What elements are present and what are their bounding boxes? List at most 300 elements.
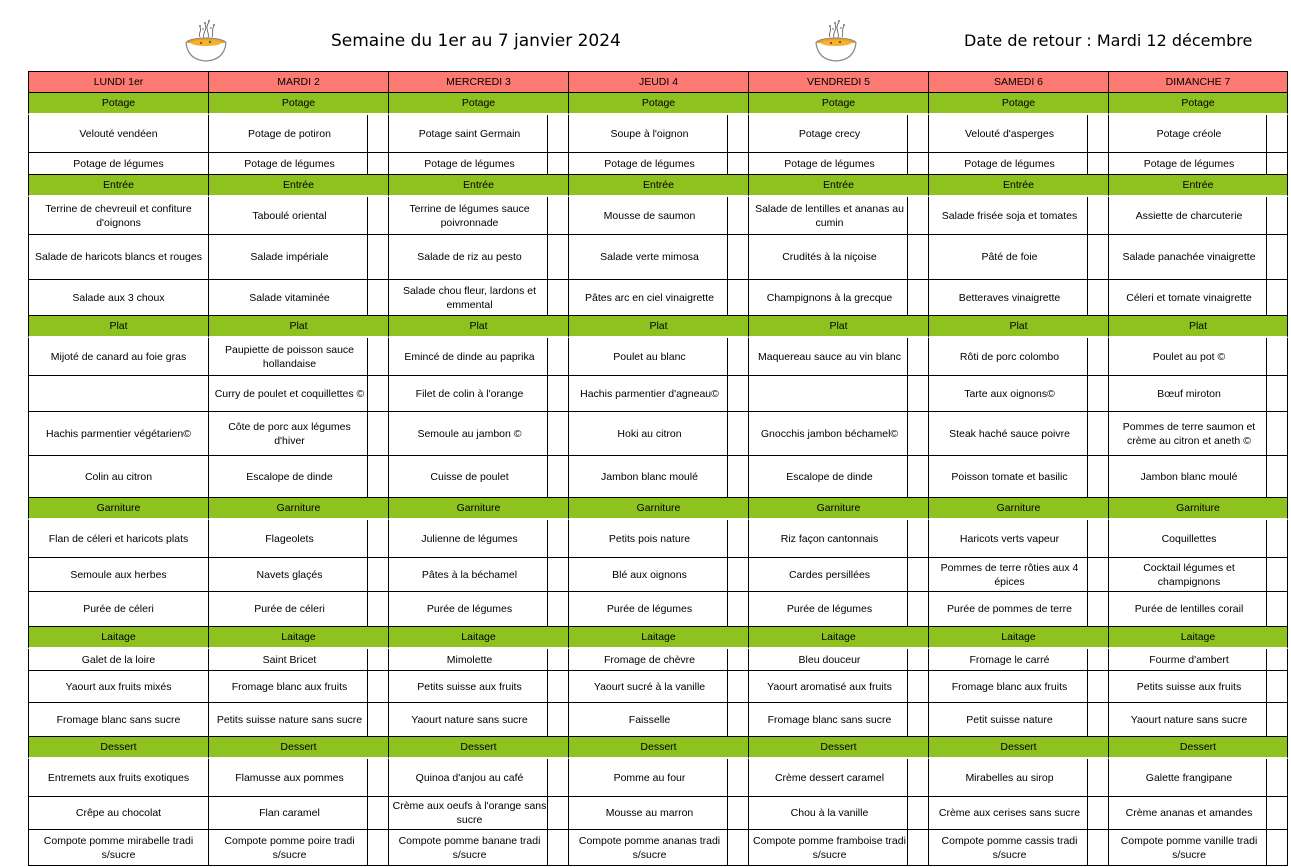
menu-cell bbox=[568, 797, 748, 830]
menu-item-label: Potage saint Germain bbox=[418, 127, 521, 140]
menu-row bbox=[28, 649, 1288, 671]
menu-item-label: Compote pomme poire tradi s/sucre bbox=[224, 834, 355, 861]
menu-item-label: Fourme d'ambert bbox=[1149, 653, 1229, 666]
menu-cell bbox=[28, 703, 208, 737]
menu-cell bbox=[28, 649, 208, 671]
menu-item-label: Steak haché sauce poivre bbox=[949, 427, 1070, 440]
menu-row bbox=[28, 197, 1288, 235]
section-label: Potage bbox=[388, 93, 568, 115]
menu-cell bbox=[1108, 197, 1288, 235]
menu-item-label: Cuisse de poulet bbox=[430, 470, 509, 483]
section-label: Entrée bbox=[28, 175, 208, 197]
menu-cell bbox=[28, 412, 208, 456]
section-header-row bbox=[28, 498, 1288, 520]
menu-item-label: Hachis parmentier végétarien© bbox=[46, 427, 191, 440]
menu-cell bbox=[748, 153, 928, 175]
menu-item-label: Fromage blanc sans sucre bbox=[767, 713, 892, 726]
section-label: Plat bbox=[748, 316, 928, 338]
menu-item-label: Compote pomme vanille tradi s/sucre bbox=[1120, 834, 1258, 861]
menu-cell bbox=[388, 456, 568, 498]
menu-item-label: Potage de légumes bbox=[1143, 157, 1235, 170]
menu-cell bbox=[748, 280, 928, 316]
menu-row bbox=[28, 235, 1288, 280]
menu-item-label: Salade de haricots blancs et rouges bbox=[35, 251, 202, 263]
section-label: Laitage bbox=[928, 627, 1108, 649]
menu-item-label: Riz façon cantonnais bbox=[780, 532, 879, 545]
menu-item-label: Potage de légumes bbox=[784, 157, 875, 170]
menu-cell bbox=[208, 338, 388, 376]
menu-cell bbox=[388, 115, 568, 153]
menu-item-label: Rôti de porc colombo bbox=[959, 350, 1060, 363]
section-label: Laitage bbox=[568, 627, 748, 649]
day-header: DIMANCHE 7 bbox=[1108, 71, 1288, 93]
menu-item-label: Potage de légumes bbox=[424, 157, 515, 170]
menu-item-label: Purée de pommes de terre bbox=[947, 603, 1072, 615]
menu-item-label: Maquereau sauce au vin blanc bbox=[757, 350, 901, 363]
day-header-row bbox=[28, 71, 1288, 93]
menu-cell bbox=[208, 592, 388, 627]
menu-cell bbox=[208, 558, 388, 592]
section-label: Potage bbox=[568, 93, 748, 115]
section-label: Entrée bbox=[568, 175, 748, 197]
menu-row bbox=[28, 830, 1288, 866]
menu-cell bbox=[388, 338, 568, 376]
menu-item-label: Mirabelles au sirop bbox=[965, 771, 1054, 784]
menu-cell bbox=[928, 592, 1108, 627]
section-label: Entrée bbox=[1108, 175, 1288, 197]
section-label: Plat bbox=[928, 316, 1108, 338]
menu-row bbox=[28, 115, 1288, 153]
menu-cell bbox=[568, 759, 748, 797]
menu-item-label: Crème dessert caramel bbox=[774, 771, 885, 784]
menu-item-label: Betteraves vinaigrette bbox=[958, 291, 1061, 304]
menu-cell bbox=[1108, 797, 1288, 830]
section-label: Potage bbox=[28, 93, 208, 115]
menu-cell bbox=[388, 412, 568, 456]
menu-item-label: Terrine de chevreuil et confiture d'oignons bbox=[45, 202, 192, 229]
menu-cell bbox=[568, 338, 748, 376]
menu-item-label: Yaourt sucré à la vanille bbox=[593, 680, 706, 693]
menu-item-label: Potage de légumes bbox=[244, 157, 335, 170]
section-label: Laitage bbox=[748, 627, 928, 649]
menu-item-label: Mousse de saumon bbox=[603, 209, 696, 222]
menu-item-label: Potage de légumes bbox=[604, 157, 695, 170]
menu-cell bbox=[388, 235, 568, 280]
menu-item-label: Saint Bricet bbox=[262, 653, 317, 666]
menu-cell bbox=[928, 671, 1108, 703]
section-label: Garniture bbox=[28, 498, 208, 520]
menu-item-label: Bleu douceur bbox=[798, 653, 861, 666]
menu-cell bbox=[568, 153, 748, 175]
day-header: MARDI 2 bbox=[208, 71, 388, 93]
menu-item-label: Filet de colin à l'orange bbox=[415, 387, 524, 400]
menu-item-label: Entremets aux fruits exotiques bbox=[47, 771, 190, 784]
menu-cell bbox=[928, 338, 1108, 376]
menu-cell bbox=[388, 558, 568, 592]
menu-row bbox=[28, 338, 1288, 376]
menu-item-label: Petits suisse aux fruits bbox=[417, 680, 522, 693]
menu-row bbox=[28, 592, 1288, 627]
menu-item-label: Crudités à la niçoise bbox=[782, 251, 877, 263]
menu-item-label: Flamusse aux pommes bbox=[235, 771, 344, 784]
section-label: Garniture bbox=[748, 498, 928, 520]
menu-cell bbox=[28, 115, 208, 153]
menu-item-label: Pommes de terre rôties aux 4 épices bbox=[940, 561, 1079, 588]
menu-cell bbox=[388, 797, 568, 830]
menu-item-label: Navets glaçés bbox=[256, 568, 323, 581]
menu-cell bbox=[568, 197, 748, 235]
menu-cell bbox=[1108, 649, 1288, 671]
menu-cell bbox=[28, 338, 208, 376]
menu-item-label: Paupiette de poisson sauce hollandaise bbox=[224, 343, 354, 370]
menu-cell bbox=[568, 671, 748, 703]
menu-cell bbox=[928, 759, 1108, 797]
menu-item-label: Curry de poulet et coquillettes © bbox=[214, 387, 365, 400]
menu-item-label: Hoki au citron bbox=[617, 427, 682, 440]
day-header: JEUDI 4 bbox=[568, 71, 748, 93]
menu-cell bbox=[1108, 376, 1288, 412]
section-label: Dessert bbox=[28, 737, 208, 759]
menu-item-label: Côte de porc aux légumes d'hiver bbox=[228, 420, 351, 447]
day-header: VENDREDI 5 bbox=[748, 71, 928, 93]
menu-cell bbox=[748, 338, 928, 376]
menu-cell bbox=[28, 671, 208, 703]
section-label: Laitage bbox=[1108, 627, 1288, 649]
section-header-row bbox=[28, 93, 1288, 115]
menu-item-label: Crème aux cerises sans sucre bbox=[938, 807, 1081, 819]
section-header-row bbox=[28, 627, 1288, 649]
menu-item-label: Yaourt nature sans sucre bbox=[1130, 713, 1248, 726]
menu-cell bbox=[928, 703, 1108, 737]
menu-item-label: Petits suisse aux fruits bbox=[1136, 680, 1242, 693]
menu-cell bbox=[928, 197, 1108, 235]
section-label: Dessert bbox=[388, 737, 568, 759]
menu-item-label: Julienne de légumes bbox=[421, 532, 518, 545]
section-label: Garniture bbox=[568, 498, 748, 520]
menu-item-label: Poisson tomate et basilic bbox=[951, 470, 1068, 483]
menu-cell bbox=[1108, 558, 1288, 592]
menu-cell bbox=[28, 759, 208, 797]
section-label: Garniture bbox=[388, 498, 568, 520]
return-date: Date de retour : Mardi 12 décembre bbox=[964, 31, 1253, 50]
menu-cell bbox=[928, 235, 1108, 280]
menu-cell bbox=[568, 280, 748, 316]
menu-item-label: Potage de légumes bbox=[964, 157, 1055, 170]
section-label: Entrée bbox=[388, 175, 568, 197]
menu-cell bbox=[208, 703, 388, 737]
menu-item-label: Emincé de dinde au paprika bbox=[404, 350, 535, 363]
menu-item-label: Velouté d'asperges bbox=[965, 127, 1054, 140]
menu-cell bbox=[388, 671, 568, 703]
menu-item-label: Cardes persillées bbox=[788, 568, 871, 581]
menu-cell bbox=[928, 412, 1108, 456]
menu-item-label: Haricots verts vapeur bbox=[959, 532, 1060, 545]
menu-item-label: Salade verte mimosa bbox=[600, 251, 699, 263]
menu-item-label: Potage créole bbox=[1156, 127, 1222, 140]
menu-cell bbox=[568, 649, 748, 671]
menu-cell bbox=[748, 649, 928, 671]
section-label: Plat bbox=[388, 316, 568, 338]
menu-item-label: Pâté de foie bbox=[981, 251, 1038, 263]
section-label: Potage bbox=[748, 93, 928, 115]
menu-item-label: Escalope de dinde bbox=[246, 470, 333, 483]
menu-cell bbox=[388, 592, 568, 627]
menu-item-label: Fromage blanc aux fruits bbox=[231, 680, 348, 693]
menu-item-label: Crêpe au chocolat bbox=[75, 807, 162, 819]
menu-item-label: Crème aux oeufs à l'orange sans sucre bbox=[392, 800, 547, 826]
menu-item-label: Galet de la loire bbox=[81, 653, 156, 666]
section-label: Laitage bbox=[208, 627, 388, 649]
menu-cell bbox=[28, 592, 208, 627]
menu-item-label: Pâtes arc en ciel vinaigrette bbox=[585, 291, 714, 304]
menu-cell bbox=[928, 456, 1108, 498]
menu-cell bbox=[28, 197, 208, 235]
menu-item-label: Salade panachée vinaigrette bbox=[1122, 251, 1256, 263]
menu-cell bbox=[28, 153, 208, 175]
menu-cell bbox=[28, 235, 208, 280]
section-header-row bbox=[28, 175, 1288, 197]
menu-item-label: Champignons à la grecque bbox=[766, 291, 893, 304]
menu-item-label: Yaourt aromatisé aux fruits bbox=[767, 680, 892, 693]
menu-item-label: Fromage blanc sans sucre bbox=[56, 713, 181, 726]
menu-item-label: Semoule au jambon © bbox=[417, 427, 522, 440]
menu-item-label: Salade chou fleur, lardons et emmental bbox=[402, 284, 537, 311]
menu-item-label: Poulet au pot © bbox=[1152, 350, 1226, 363]
menu-cell bbox=[928, 558, 1108, 592]
section-label: Plat bbox=[568, 316, 748, 338]
menu-cell bbox=[208, 115, 388, 153]
menu-cell bbox=[208, 649, 388, 671]
menu-row bbox=[28, 280, 1288, 316]
menu-item-label: Flan caramel bbox=[259, 807, 320, 819]
menu-cell bbox=[1108, 280, 1288, 316]
menu-item-label: Fromage blanc aux fruits bbox=[951, 680, 1068, 693]
menu-cell bbox=[1108, 671, 1288, 703]
menu-item-label: Compote pomme mirabelle tradi s/sucre bbox=[43, 834, 194, 861]
menu-item-label: Mousse au marron bbox=[605, 807, 694, 819]
day-header: LUNDI 1er bbox=[28, 71, 208, 93]
menu-cell bbox=[208, 456, 388, 498]
menu-cell bbox=[28, 456, 208, 498]
menu-item-label: Mimolette bbox=[446, 653, 493, 666]
day-header: MERCREDI 3 bbox=[388, 71, 568, 93]
section-label: Entrée bbox=[748, 175, 928, 197]
menu-cell bbox=[208, 520, 388, 558]
section-label: Garniture bbox=[928, 498, 1108, 520]
menu-item-label: Purée de céleri bbox=[83, 603, 154, 615]
menu-cell bbox=[208, 153, 388, 175]
menu-row bbox=[28, 759, 1288, 797]
menu-cell bbox=[1108, 703, 1288, 737]
menu-cell bbox=[928, 797, 1108, 830]
menu-cell bbox=[568, 376, 748, 412]
section-label: Laitage bbox=[388, 627, 568, 649]
menu-cell bbox=[208, 235, 388, 280]
menu-cell bbox=[1108, 456, 1288, 498]
menu-cell bbox=[748, 412, 928, 456]
menu-row bbox=[28, 456, 1288, 498]
menu-item-label: Compote pomme cassis tradi s/sucre bbox=[941, 834, 1078, 861]
menu-item-label: Salade de riz au pesto bbox=[417, 251, 522, 263]
menu-item-label: Jambon blanc moulé bbox=[601, 470, 698, 483]
menu-cell bbox=[928, 520, 1108, 558]
menu-item-label: Compote pomme ananas tradi s/sucre bbox=[578, 834, 721, 861]
soup-bowl-icon bbox=[814, 16, 858, 64]
menu-item-label: Jambon blanc moulé bbox=[1140, 470, 1238, 483]
menu-cell bbox=[1108, 412, 1288, 456]
menu-cell bbox=[568, 235, 748, 280]
menu-cell bbox=[568, 703, 748, 737]
section-header-row bbox=[28, 316, 1288, 338]
menu-item-label: Pommes de terre saumon et crème au citron et aneth © bbox=[1122, 420, 1256, 447]
menu-cell bbox=[748, 703, 928, 737]
section-label: Dessert bbox=[1108, 737, 1288, 759]
menu-cell bbox=[1108, 235, 1288, 280]
menu-item-label: Semoule aux herbes bbox=[70, 568, 167, 581]
menu-cell bbox=[928, 830, 1108, 866]
section-label: Plat bbox=[28, 316, 208, 338]
menu-item-label: Fromage de chèvre bbox=[603, 653, 696, 666]
menu-item-label: Taboulé oriental bbox=[252, 209, 327, 222]
menu-cell bbox=[928, 280, 1108, 316]
page-title: Semaine du 1er au 7 janvier 2024 bbox=[331, 31, 621, 51]
menu-item-label: Poulet au blanc bbox=[613, 350, 686, 363]
menu-row bbox=[28, 520, 1288, 558]
menu-cell bbox=[748, 376, 928, 412]
menu-cell bbox=[568, 520, 748, 558]
menu-item-label: Fromage le carré bbox=[969, 653, 1050, 666]
menu-item-label: Blé aux oignons bbox=[612, 568, 687, 581]
menu-cell bbox=[1108, 520, 1288, 558]
menu-cell bbox=[1108, 115, 1288, 153]
menu-item-label: Potage de légumes bbox=[73, 157, 164, 170]
menu-item-label: Compote pomme banane tradi s/sucre bbox=[398, 834, 541, 861]
menu-cell bbox=[388, 830, 568, 866]
menu-item-label: Yaourt nature sans sucre bbox=[411, 713, 528, 726]
menu-item-label: Purée de légumes bbox=[606, 603, 693, 615]
section-label: Dessert bbox=[568, 737, 748, 759]
menu-item-label: Galette frangipane bbox=[1145, 771, 1233, 784]
menu-cell bbox=[208, 412, 388, 456]
menu-item-label: Flan de céleri et haricots plats bbox=[48, 532, 189, 545]
menu-cell bbox=[748, 797, 928, 830]
menu-item-label: Salade aux 3 choux bbox=[72, 291, 165, 304]
menu-row bbox=[28, 376, 1288, 412]
menu-cell bbox=[568, 830, 748, 866]
menu-item-label: Assiette de charcuterie bbox=[1135, 209, 1243, 222]
menu-item-label: Soupe à l'oignon bbox=[610, 127, 689, 140]
menu-cell bbox=[928, 649, 1108, 671]
menu-item-label: Pâtes à la béchamel bbox=[421, 568, 518, 581]
menu-cell bbox=[568, 456, 748, 498]
menu-item-label: Purée de lentilles corail bbox=[1134, 603, 1244, 615]
menu-cell bbox=[748, 197, 928, 235]
menu-row bbox=[28, 797, 1288, 830]
menu-table bbox=[28, 71, 1288, 866]
menu-cell bbox=[928, 376, 1108, 412]
menu-cell bbox=[1108, 830, 1288, 866]
section-label: Dessert bbox=[748, 737, 928, 759]
menu-cell bbox=[208, 197, 388, 235]
menu-cell bbox=[388, 649, 568, 671]
section-label: Garniture bbox=[208, 498, 388, 520]
menu-cell bbox=[748, 759, 928, 797]
menu-cell bbox=[208, 671, 388, 703]
menu-item-label: Potage de potiron bbox=[248, 127, 331, 140]
section-label: Potage bbox=[1108, 93, 1288, 115]
menu-item-label: Salade frisée soja et tomates bbox=[941, 209, 1078, 222]
menu-item-label: Petits pois nature bbox=[608, 532, 691, 545]
menu-cell bbox=[748, 115, 928, 153]
section-header-row bbox=[28, 737, 1288, 759]
section-label: Potage bbox=[928, 93, 1108, 115]
menu-item-label: Mijoté de canard au foie gras bbox=[50, 350, 187, 363]
menu-cell bbox=[748, 456, 928, 498]
section-label: Dessert bbox=[928, 737, 1108, 759]
menu-cell bbox=[388, 197, 568, 235]
menu-cell bbox=[388, 153, 568, 175]
menu-cell bbox=[1108, 759, 1288, 797]
menu-item-label: Escalope de dinde bbox=[786, 470, 873, 483]
menu-item-label: Purée de légumes bbox=[426, 603, 513, 615]
menu-item-label: Velouté vendéen bbox=[79, 127, 158, 140]
menu-cell bbox=[388, 280, 568, 316]
menu-cell bbox=[388, 703, 568, 737]
menu-row bbox=[28, 153, 1288, 175]
menu-cell bbox=[28, 280, 208, 316]
menu-item-label: Potage crecy bbox=[798, 127, 861, 140]
menu-cell bbox=[1108, 592, 1288, 627]
menu-item-label: Quinoa d'anjou au café bbox=[415, 771, 524, 784]
menu-item-label: Purée de légumes bbox=[786, 603, 873, 615]
menu-item-label: Crème ananas et amandes bbox=[1125, 807, 1253, 819]
menu-cell bbox=[748, 558, 928, 592]
menu-item-label: Hachis parmentier d'agneau© bbox=[580, 387, 719, 400]
menu-item-label: Yaourt aux fruits mixés bbox=[65, 680, 172, 693]
menu-item-label: Colin au citron bbox=[84, 470, 153, 483]
menu-cell bbox=[748, 235, 928, 280]
menu-cell bbox=[28, 558, 208, 592]
menu-cell bbox=[208, 759, 388, 797]
menu-item-label: Salade vitaminée bbox=[249, 291, 330, 304]
section-label: Laitage bbox=[28, 627, 208, 649]
menu-cell bbox=[748, 830, 928, 866]
menu-item-label: Flageolets bbox=[265, 532, 314, 545]
menu-row bbox=[28, 558, 1288, 592]
menu-cell bbox=[388, 520, 568, 558]
menu-row bbox=[28, 412, 1288, 456]
menu-cell bbox=[28, 830, 208, 866]
menu-cell bbox=[208, 280, 388, 316]
menu-item-label: Bœuf miroton bbox=[1157, 387, 1221, 400]
menu-item-label: Salade impériale bbox=[250, 251, 329, 263]
menu-item-label: Chou à la vanille bbox=[790, 807, 869, 819]
section-label: Potage bbox=[208, 93, 388, 115]
menu-cell bbox=[28, 797, 208, 830]
section-label: Dessert bbox=[208, 737, 388, 759]
menu-item-label: Gnocchis jambon béchamel© bbox=[760, 427, 899, 440]
section-label: Entrée bbox=[928, 175, 1108, 197]
menu-cell bbox=[568, 592, 748, 627]
menu-item-label: Purée de céleri bbox=[254, 603, 325, 615]
menu-cell bbox=[388, 759, 568, 797]
section-label: Plat bbox=[1108, 316, 1288, 338]
menu-cell bbox=[388, 376, 568, 412]
menu-item-label: Petit suisse nature bbox=[966, 713, 1053, 726]
menu-item-label: Céleri et tomate vinaigrette bbox=[1126, 291, 1252, 304]
menu-cell bbox=[568, 412, 748, 456]
day-header: SAMEDI 6 bbox=[928, 71, 1108, 93]
